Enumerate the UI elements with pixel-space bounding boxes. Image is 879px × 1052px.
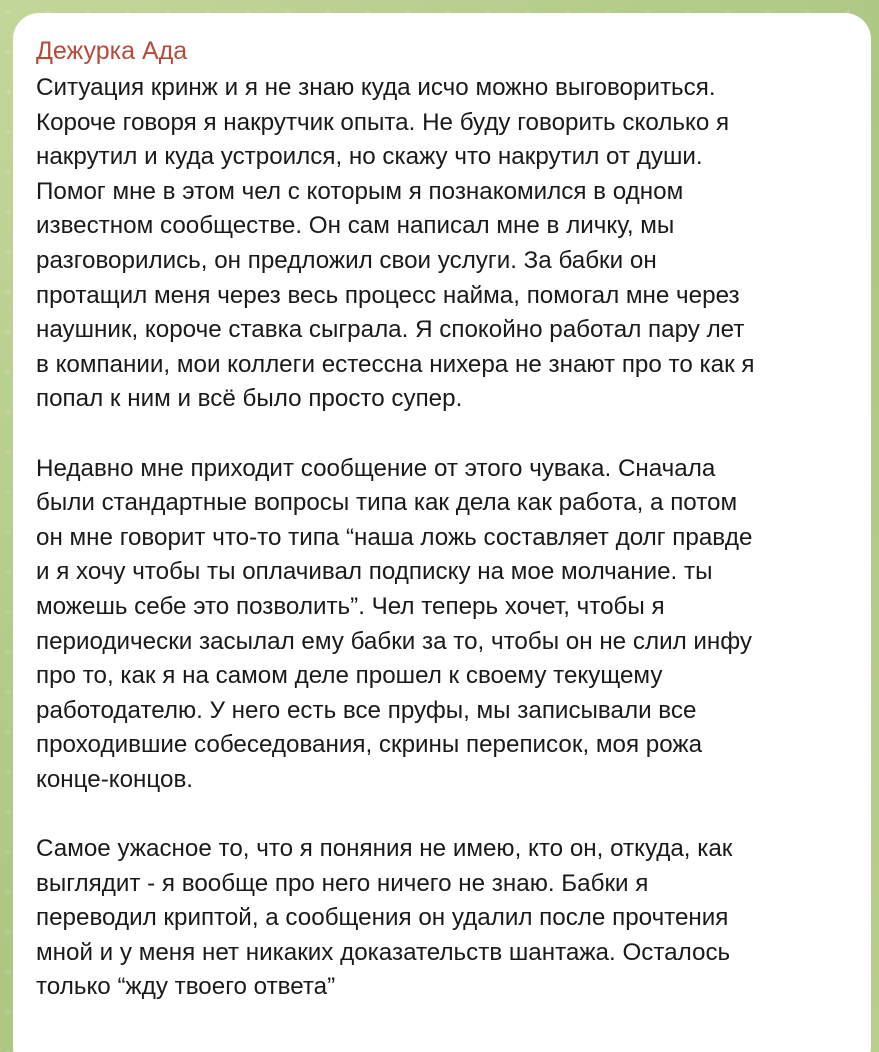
message-line: Короче говоря я накрутчик опыта. Не буду говорить сколько я — [36, 108, 730, 136]
message-line: конце-концов. — [36, 765, 194, 793]
message-line: разговорились, он предложил свои услуги. За бабки он — [36, 246, 657, 274]
paragraph-gap — [36, 417, 851, 452]
message-bubble — [13, 13, 871, 1052]
message-line: можешь себе это позволить”. Чел теперь хочет, чтобы я — [36, 592, 665, 620]
message-line: только “жду твоего ответа” — [36, 973, 336, 1001]
message-line: переводил криптой, а сообщения он удалил после прочтения — [36, 904, 729, 932]
message-line: периодически засылал ему бабки за то, чтобы он не слил инфу — [36, 627, 752, 655]
message-line: проходившие собеседования, скрины переписок, моя рожа — [36, 731, 703, 759]
message-line: известном сообществе. Он сам написал мне в личку, мы — [36, 212, 675, 240]
message-line: Недавно мне приходит сообщение от этого чувака. Сначала — [36, 454, 716, 482]
message-line: Самое ужасное то, что я поняния не имею, кто он, откуда, как — [36, 835, 733, 863]
message-paragraph-3 — [36, 832, 851, 1005]
message-line: попал к ним и всё было просто супер. — [36, 385, 463, 413]
message-line: он мне говорит что-то типа “наша ложь составляет долг правде — [36, 523, 753, 551]
paragraph-gap — [36, 797, 851, 832]
message-line: работодателю. У него есть все пруфы, мы записывали все — [36, 696, 697, 724]
message-line: наушник, короче ставка сыграла. Я спокойно работал пару лет — [36, 316, 745, 344]
message-line: мной и у меня нет никаких доказательств шантажа. Осталось — [36, 938, 731, 966]
message-line: выглядит - я вообще про него ничего не знаю. Бабки я — [36, 869, 649, 897]
message-line: и я хочу чтобы ты оплачивал подписку на мое молчание. ты — [36, 558, 713, 586]
message-line: про то, как я на самом деле прошел к своему текущему — [36, 662, 663, 690]
message-paragraph-2 — [36, 452, 851, 798]
message-line: были стандартные вопросы типа как дела как работа, а потом — [36, 489, 738, 517]
message-line: накрутил и куда устроился, но скажу что накрутил от души. — [36, 143, 703, 171]
sender-name[interactable]: Дежурка Ада — [36, 37, 188, 65]
message-line: Ситуация кринж и я не знаю куда исчо можно выговориться. — [36, 74, 716, 101]
message-line: протащил меня через весь процесс найма, помогал мне через — [36, 281, 740, 309]
message-line: в компании, мои коллеги естессна нихера не знают про то как я — [36, 350, 755, 378]
message-paragraph-1 — [36, 71, 851, 417]
message-line: Помог мне в этом чел с которым я познакомился в одном — [36, 177, 684, 205]
